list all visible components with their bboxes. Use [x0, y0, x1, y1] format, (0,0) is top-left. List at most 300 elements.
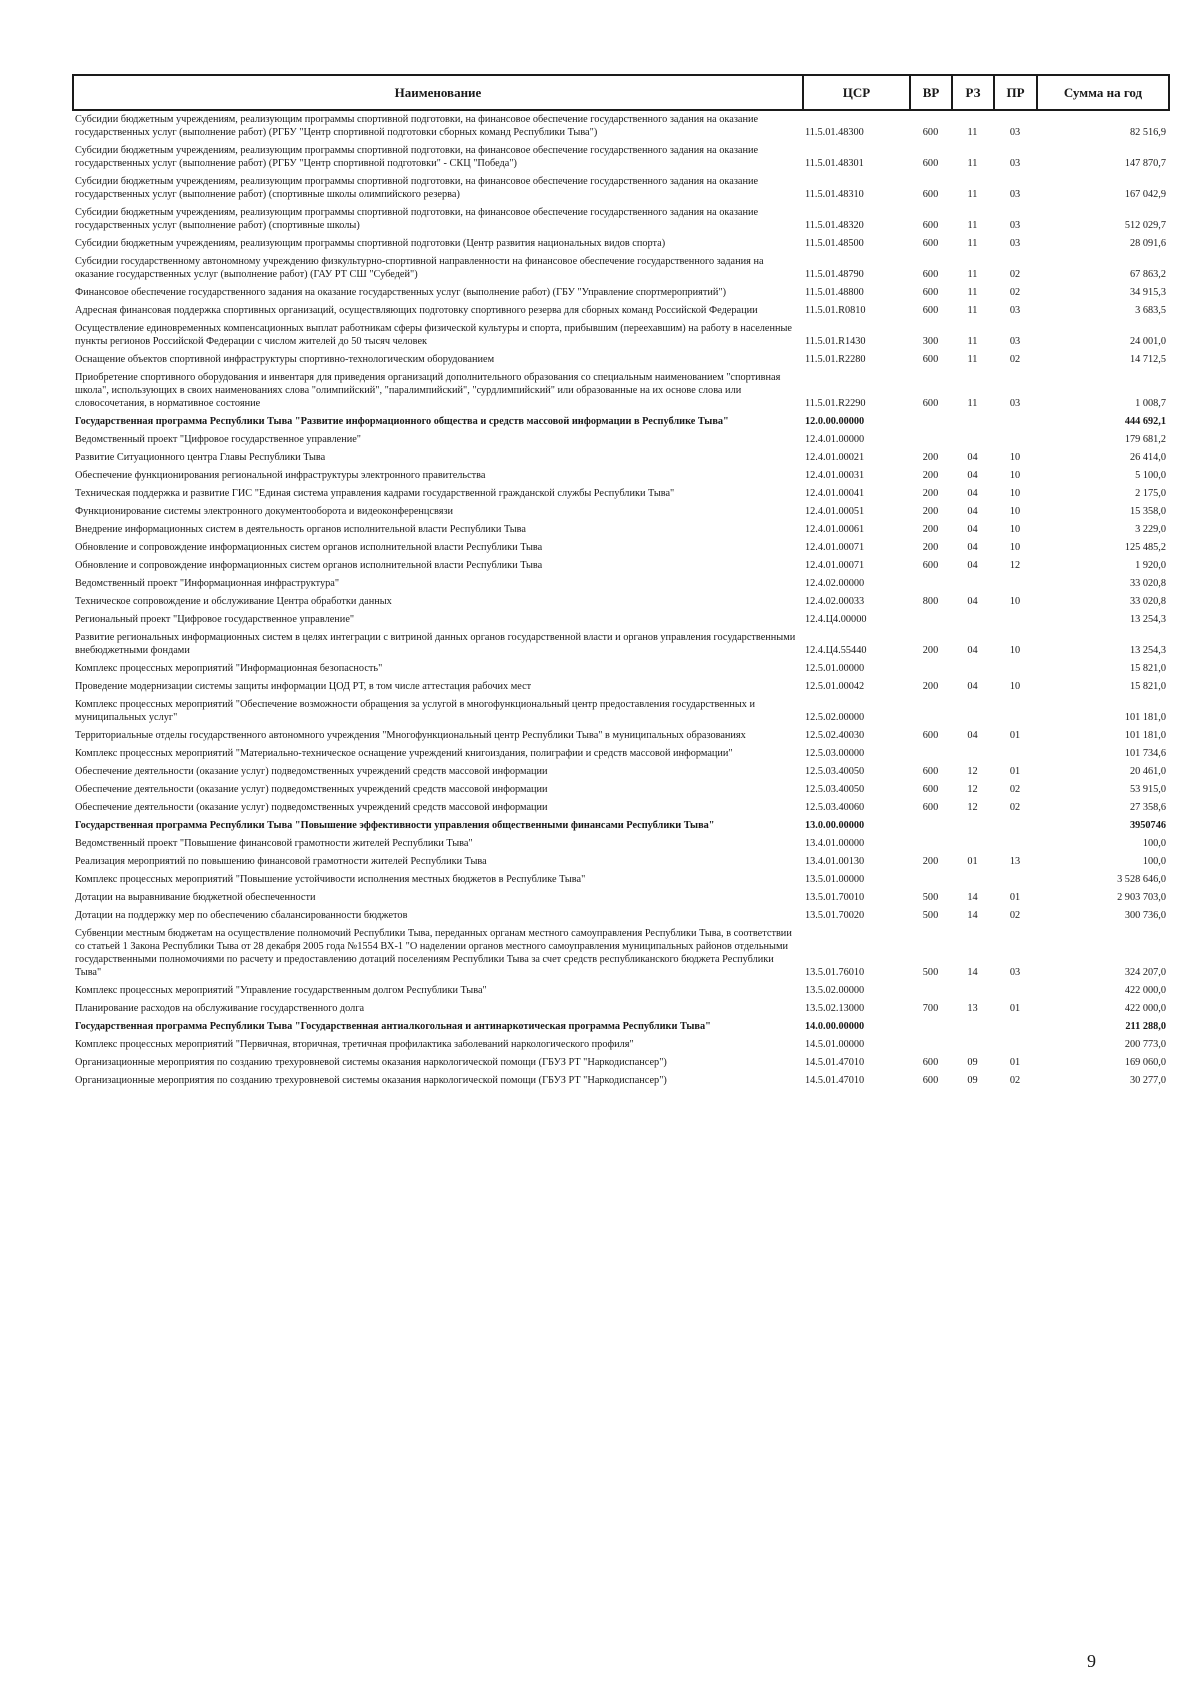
- row-csr: 12.5.02.00000: [805, 712, 865, 723]
- row-vr: 600: [922, 127, 939, 138]
- row-csr: 11.5.01.48301: [805, 158, 864, 169]
- row-name: Субсидии бюджетным учреждениям, реализующим программы спортивной подготовки, на финансовое обеспечение государственного задания на оказание государственных услуг (выполнение работ) (РГБУ "Центр спортивной подготовки" - СКЦ "Победа"): [75, 145, 759, 169]
- row-csr: 12.4.01.00051: [805, 506, 865, 517]
- row-amount: 101 181,0: [1124, 712, 1166, 723]
- table-row: [73, 302, 1169, 320]
- row-pr: [994, 871, 1037, 889]
- table-row: [73, 467, 1169, 485]
- row-rz: 04: [967, 488, 978, 499]
- row-csr: 13.5.01.76010: [805, 967, 865, 978]
- table-row: [73, 253, 1169, 284]
- row-pr: [994, 817, 1037, 835]
- row-pr: [994, 431, 1037, 449]
- row-amount: 27 358,6: [1129, 802, 1166, 813]
- header-rz: РЗ: [952, 75, 994, 110]
- row-pr: [994, 660, 1037, 678]
- table-row: [73, 678, 1169, 696]
- row-vr: 600: [922, 305, 939, 316]
- row-amount: 67 863,2: [1129, 269, 1166, 280]
- row-amount: 422 000,0: [1124, 1003, 1166, 1014]
- row-name: Субсидии бюджетным учреждениям, реализующим программы спортивной подготовки, на финансовое обеспечение государственного задания на оказание государственных услуг (выполнение работ) (РГБУ "Центр спортивной подготовки сборных команд Республики Тыва"): [75, 114, 759, 138]
- table-row: [73, 351, 1169, 369]
- row-amount: 167 042,9: [1124, 189, 1166, 200]
- row-pr: [994, 611, 1037, 629]
- row-amount: 14 712,5: [1129, 354, 1166, 365]
- row-csr: 12.5.01.00000: [805, 663, 865, 674]
- row-amount: 200 773,0: [1124, 1039, 1166, 1050]
- row-name: Субвенции местным бюджетам на осуществление полномочий Республики Тыва, переданных органам местного самоуправления Республики Тыва, в соответствии со статьей 1 Закона Республики Тыва от 28 декабря 2005 года №1554 ВХ-1 "О наделении органов местного самоуправления муниципальных районов отдельными государственными полномочиями по расчету и предоставлению дотаций поселениям Республики Тыва за счет средств республиканского бюджета Республики Тыва": [75, 928, 792, 978]
- table-row: [73, 173, 1169, 204]
- row-rz: 04: [967, 470, 978, 481]
- row-vr: 600: [922, 560, 939, 571]
- row-vr: [910, 431, 952, 449]
- row-amount: 179 681,2: [1124, 434, 1166, 445]
- table-row: [73, 763, 1169, 781]
- row-name: Государственная программа Республики Тыва "Повышение эффективности управления общественными финансами Республики Тыва": [75, 820, 715, 831]
- row-pr: 10: [1009, 488, 1021, 499]
- row-csr: 14.5.01.47010: [805, 1075, 865, 1086]
- row-rz: 13: [967, 1003, 978, 1014]
- row-rz: [952, 745, 994, 763]
- row-pr: 01: [1009, 892, 1021, 903]
- row-pr: [994, 575, 1037, 593]
- row-name: Комплекс процессных мероприятий "Повышение устойчивости исполнения местных бюджетов в Республике Тыва": [75, 874, 586, 885]
- row-csr: 12.5.03.40060: [805, 802, 865, 813]
- row-amount: 3 229,0: [1135, 524, 1166, 535]
- row-csr: 12.5.01.00042: [805, 681, 865, 692]
- row-pr: 02: [1009, 802, 1021, 813]
- row-pr: 10: [1009, 452, 1021, 463]
- row-name: Обновление и сопровождение информационных систем органов исполнительной власти Республики Тыва: [75, 542, 543, 553]
- row-pr: 03: [1009, 336, 1021, 347]
- row-vr: 600: [922, 189, 939, 200]
- row-amount: 53 915,0: [1129, 784, 1166, 795]
- row-pr: 10: [1009, 596, 1021, 607]
- row-rz: 11: [967, 398, 978, 409]
- row-name: Ведомственный проект "Повышение финансовой грамотности жителей Республики Тыва": [75, 838, 473, 849]
- row-csr: 12.4.01.00000: [805, 434, 865, 445]
- table-row: [73, 320, 1169, 351]
- row-rz: [952, 413, 994, 431]
- table-row: [73, 799, 1169, 817]
- row-name: Внедрение информационных систем в деятельность органов исполнительной власти Республики Тыва: [75, 524, 526, 535]
- table-row: [73, 1054, 1169, 1072]
- row-pr: 02: [1009, 1075, 1021, 1086]
- row-pr: 03: [1009, 127, 1021, 138]
- row-name: Приобретение спортивного оборудования и инвентаря для приведения организаций дополнительного образования со специальным наименованием "спортивная школа", использующих в своих наименованиях слова "олимпийский", "паралимпийский", "сурдлимпийский" или образованные на их основе слова или словосочетания, в нормативное состояние: [75, 372, 781, 409]
- row-vr: 200: [922, 488, 939, 499]
- table-row: [73, 521, 1169, 539]
- table-row: [73, 449, 1169, 467]
- row-vr: 600: [922, 766, 939, 777]
- row-pr: 02: [1009, 269, 1021, 280]
- table-row: [73, 413, 1169, 431]
- row-pr: 02: [1009, 784, 1021, 795]
- row-csr: 13.4.01.00130: [805, 856, 865, 867]
- table-row: [73, 835, 1169, 853]
- row-vr: 600: [922, 269, 939, 280]
- row-vr: 700: [922, 1003, 939, 1014]
- row-amount: 147 870,7: [1124, 158, 1166, 169]
- row-rz: [952, 575, 994, 593]
- row-vr: 500: [922, 910, 939, 921]
- row-name: Комплекс процессных мероприятий "Первичная, вторичная, третичная профилактика заболеваний наркологического профиля": [75, 1039, 634, 1050]
- row-vr: 600: [922, 1057, 939, 1068]
- row-amount: 2 903 703,0: [1117, 892, 1166, 903]
- table-row: [73, 696, 1169, 727]
- row-rz: 04: [967, 681, 978, 692]
- row-csr: 13.5.01.70020: [805, 910, 865, 921]
- table-row: [73, 817, 1169, 835]
- row-rz: 11: [967, 287, 978, 298]
- row-csr: 12.4.01.00071: [805, 560, 865, 571]
- table-row: [73, 431, 1169, 449]
- row-amount: 211 288,0: [1125, 1021, 1166, 1032]
- row-amount: 33 020,8: [1129, 578, 1166, 589]
- row-pr: [994, 696, 1037, 727]
- header-name: Наименование: [73, 75, 803, 110]
- row-csr: 12.4.02.00033: [805, 596, 865, 607]
- table-row: [73, 1000, 1169, 1018]
- row-name: Комплекс процессных мероприятий "Управление государственным долгом Республики Тыва": [75, 985, 487, 996]
- row-rz: 11: [967, 269, 978, 280]
- row-csr: 13.5.02.00000: [805, 985, 865, 996]
- row-rz: 14: [967, 967, 978, 978]
- row-name: Обеспечение деятельности (оказание услуг) подведомственных учреждений средств массовой информации: [75, 766, 548, 777]
- row-amount: 324 207,0: [1124, 967, 1166, 978]
- row-csr: 12.4.Ц4.00000: [805, 614, 867, 625]
- row-name: Региональный проект "Цифровое государственное управление": [75, 614, 355, 625]
- row-csr: 14.5.01.47010: [805, 1057, 865, 1068]
- row-vr: 200: [922, 452, 939, 463]
- row-vr: [910, 660, 952, 678]
- row-rz: [952, 871, 994, 889]
- table-row: [73, 1036, 1169, 1054]
- row-vr: [910, 1036, 952, 1054]
- row-name: Планирование расходов на обслуживание государственного долга: [75, 1003, 365, 1014]
- row-pr: 12: [1009, 560, 1021, 571]
- table-row: [73, 871, 1169, 889]
- row-pr: 10: [1009, 524, 1021, 535]
- row-pr: 10: [1009, 681, 1021, 692]
- row-csr: 11.5.01.48310: [805, 189, 864, 200]
- row-rz: 09: [967, 1057, 978, 1068]
- header-row: [73, 75, 1169, 110]
- row-pr: 10: [1009, 542, 1021, 553]
- row-vr: 200: [922, 524, 939, 535]
- row-rz: 01: [967, 856, 978, 867]
- row-pr: 10: [1009, 506, 1021, 517]
- row-amount: 3 528 646,0: [1117, 874, 1166, 885]
- row-amount: 13 254,3: [1129, 614, 1166, 625]
- row-rz: 04: [967, 452, 978, 463]
- row-vr: [910, 835, 952, 853]
- table-row: [73, 204, 1169, 235]
- table-row: [73, 660, 1169, 678]
- row-csr: 11.5.01.48320: [805, 220, 864, 231]
- row-amount: 2 175,0: [1135, 488, 1166, 499]
- row-vr: 200: [922, 681, 939, 692]
- row-name: Ведомственный проект "Информационная инфраструктура": [75, 578, 340, 589]
- row-amount: 15 821,0: [1129, 663, 1166, 674]
- row-amount: 422 000,0: [1124, 985, 1166, 996]
- row-name: Государственная программа Республики Тыва "Государственная антиалкогольная и антинаркотическая программа Республики Тыва": [75, 1021, 711, 1032]
- row-rz: 11: [967, 305, 978, 316]
- row-rz: [952, 817, 994, 835]
- row-name: Техническая поддержка и развитие ГИС "Единая система управления кадрами государственной гражданской службы Республики Тыва": [75, 488, 675, 499]
- table-row: [73, 745, 1169, 763]
- row-rz: 04: [967, 542, 978, 553]
- row-amount: 24 001,0: [1129, 336, 1166, 347]
- row-vr: 600: [922, 784, 939, 795]
- row-amount: 15 358,0: [1129, 506, 1166, 517]
- row-vr: [910, 1018, 952, 1036]
- row-pr: 01: [1009, 1057, 1021, 1068]
- row-rz: 12: [967, 766, 978, 777]
- row-pr: 02: [1009, 287, 1021, 298]
- row-name: Обновление и сопровождение информационных систем органов исполнительной власти Республики Тыва: [75, 560, 543, 571]
- row-pr: 10: [1009, 470, 1021, 481]
- row-vr: 200: [922, 506, 939, 517]
- row-vr: 600: [922, 398, 939, 409]
- row-name: Техническое сопровождение и обслуживание Центра обработки данных: [75, 596, 392, 607]
- row-pr: 03: [1009, 158, 1021, 169]
- table-body: [73, 110, 1169, 1090]
- row-csr: 11.5.01.48790: [805, 269, 864, 280]
- row-rz: 14: [967, 910, 978, 921]
- row-rz: 11: [967, 220, 978, 231]
- row-csr: 11.5.01.R1430: [805, 336, 866, 347]
- row-rz: 04: [967, 596, 978, 607]
- row-csr: 12.4.02.00000: [805, 578, 865, 589]
- row-rz: 14: [967, 892, 978, 903]
- row-vr: 600: [922, 802, 939, 813]
- row-vr: 200: [922, 645, 939, 656]
- header-pr: ПР: [994, 75, 1037, 110]
- row-amount: 33 020,8: [1129, 596, 1166, 607]
- row-name: Государственная программа Республики Тыва "Развитие информационного общества и средств массовой информации в Республике Тыва": [75, 416, 729, 427]
- row-pr: 02: [1009, 354, 1021, 365]
- row-name: Комплекс процессных мероприятий "Материально-техническое оснащение учреждений книгоиздания, полиграфии и средств массовой информации": [75, 748, 733, 759]
- table-row: [73, 284, 1169, 302]
- row-csr: 14.5.01.00000: [805, 1039, 865, 1050]
- row-amount: 13 254,3: [1129, 645, 1166, 656]
- row-pr: [994, 982, 1037, 1000]
- row-csr: 12.5.03.40050: [805, 766, 865, 777]
- table-row: [73, 593, 1169, 611]
- row-vr: 600: [922, 730, 939, 741]
- table-row: [73, 575, 1169, 593]
- row-vr: 600: [922, 287, 939, 298]
- row-name: Дотации на поддержку мер по обеспечению сбалансированности бюджетов: [75, 910, 408, 921]
- row-vr: 600: [922, 158, 939, 169]
- row-pr: [994, 413, 1037, 431]
- row-vr: [910, 982, 952, 1000]
- row-csr: 13.5.01.00000: [805, 874, 865, 885]
- row-rz: 04: [967, 524, 978, 535]
- row-amount: 3950746: [1129, 820, 1166, 831]
- row-amount: 100,0: [1142, 838, 1166, 849]
- table-row: [73, 727, 1169, 745]
- row-rz: [952, 696, 994, 727]
- row-amount: 20 461,0: [1129, 766, 1166, 777]
- row-pr: 03: [1009, 967, 1021, 978]
- row-rz: 04: [967, 730, 978, 741]
- row-vr: [910, 745, 952, 763]
- row-rz: 11: [967, 127, 978, 138]
- row-csr: 11.5.01.R0810: [805, 305, 866, 316]
- row-vr: 600: [922, 238, 939, 249]
- table-row: [73, 1072, 1169, 1090]
- row-vr: 600: [922, 1075, 939, 1086]
- row-vr: 600: [922, 220, 939, 231]
- row-csr: 11.5.01.R2280: [805, 354, 866, 365]
- row-vr: 200: [922, 470, 939, 481]
- row-name: Комплекс процессных мероприятий "Обеспечение возможности обращения за услугой в многофункциональный центр предоставления государственных и муниципальных услуг": [75, 699, 756, 723]
- row-name: Адресная финансовая поддержка спортивных организаций, осуществляющих подготовку спортивного резерва для сборных команд Российской Федерации: [75, 305, 758, 316]
- table-row: [73, 485, 1169, 503]
- budget-table: [72, 74, 1170, 1090]
- row-vr: 200: [922, 856, 939, 867]
- row-rz: [952, 835, 994, 853]
- row-name: Обеспечение деятельности (оказание услуг) подведомственных учреждений средств массовой информации: [75, 802, 548, 813]
- row-vr: 500: [922, 967, 939, 978]
- row-rz: [952, 611, 994, 629]
- row-csr: 13.5.01.70010: [805, 892, 865, 903]
- row-rz: 12: [967, 802, 978, 813]
- row-name: Обеспечение деятельности (оказание услуг) подведомственных учреждений средств массовой информации: [75, 784, 548, 795]
- row-name: Субсидии государственному автономному учреждению физкультурно-спортивной направленности на финансовое обеспечение государственного задания на оказание государственных услуг (выполнение работ) (ГАУ РТ СШ "Субедей"): [75, 256, 764, 280]
- row-rz: 11: [967, 354, 978, 365]
- row-pr: 03: [1009, 220, 1021, 231]
- row-rz: 04: [967, 506, 978, 517]
- row-vr: 200: [922, 542, 939, 553]
- table-row: [73, 889, 1169, 907]
- table-row: [73, 539, 1169, 557]
- row-name: Оснащение объектов спортивной инфраструктуры спортивно-технологическим оборудованием: [75, 354, 495, 365]
- row-name: Дотации на выравнивание бюджетной обеспеченности: [75, 892, 316, 903]
- header-csr: ЦСР: [803, 75, 910, 110]
- row-amount: 1 920,0: [1135, 560, 1166, 571]
- row-rz: 11: [967, 238, 978, 249]
- row-amount: 3 683,5: [1135, 305, 1166, 316]
- row-vr: 600: [922, 354, 939, 365]
- row-amount: 101 181,0: [1124, 730, 1166, 741]
- row-rz: [952, 1018, 994, 1036]
- row-amount: 101 734,6: [1124, 748, 1166, 759]
- row-name: Проведение модернизации системы защиты информации ЦОД РТ, в том числе аттестация рабочих мест: [75, 681, 532, 692]
- row-rz: 11: [967, 336, 978, 347]
- row-pr: 10: [1009, 645, 1021, 656]
- row-pr: 03: [1009, 398, 1021, 409]
- budget-sheet: [72, 74, 1168, 1090]
- row-pr: [994, 835, 1037, 853]
- row-csr: 13.4.01.00000: [805, 838, 865, 849]
- row-pr: 01: [1009, 730, 1021, 741]
- row-csr: 11.5.01.48500: [805, 238, 864, 249]
- table-row: [73, 925, 1169, 982]
- row-rz: 09: [967, 1075, 978, 1086]
- page-number: 9: [1087, 1651, 1096, 1671]
- row-rz: 04: [967, 645, 978, 656]
- row-csr: 11.5.01.R2290: [805, 398, 866, 409]
- row-amount: 82 516,9: [1129, 127, 1166, 138]
- row-rz: [952, 431, 994, 449]
- row-vr: 500: [922, 892, 939, 903]
- row-rz: 11: [967, 158, 978, 169]
- row-name: Субсидии бюджетным учреждениям, реализующим программы спортивной подготовки, на финансовое обеспечение государственного задания на оказание государственных услуг (выполнение работ) (спортивные школы олимпийского резерва): [75, 176, 759, 200]
- row-vr: 300: [922, 336, 939, 347]
- header-amount: Сумма на год: [1037, 75, 1169, 110]
- row-csr: 14.0.00.00000: [805, 1021, 865, 1032]
- row-name: Развитие региональных информационных систем в целях интеграции с витриной данных органов государственной власти и органов управления государственными внебюджетными фондами: [75, 632, 796, 656]
- table-row: [73, 142, 1169, 173]
- table-row: [73, 369, 1169, 413]
- row-csr: 13.0.00.00000: [805, 820, 865, 831]
- row-csr: 12.4.01.00071: [805, 542, 865, 553]
- row-name: Организационные мероприятия по созданию трехуровневой системы оказания наркологической помощи (ГБУЗ РТ "Наркодиспансер"): [75, 1075, 667, 1086]
- row-name: Развитие Ситуационного центра Главы Республики Тыва: [75, 452, 326, 463]
- row-name: Осуществление единовременных компенсационных выплат работникам сферы физической культуры и спорта, прибывшим (переехавшим) на работу в населенные пункты регионов Российской Федерации с числом жителей до 50 тысяч человек: [75, 323, 792, 347]
- row-name: Финансовое обеспечение государственного задания на оказание государственных услуг (выполнение работ) (ГБУ "Управление спортмероприятий"): [75, 287, 727, 298]
- row-pr: [994, 745, 1037, 763]
- row-pr: 01: [1009, 1003, 1021, 1014]
- row-amount: 28 091,6: [1129, 238, 1166, 249]
- row-name: Реализация мероприятий по повышению финансовой грамотности жителей Республики Тыва: [75, 856, 487, 867]
- row-csr: 12.4.Ц4.55440: [805, 645, 867, 656]
- table-row: [73, 503, 1169, 521]
- row-pr: [994, 1018, 1037, 1036]
- row-csr: 12.0.00.00000: [805, 416, 865, 427]
- row-amount: 30 277,0: [1129, 1075, 1166, 1086]
- row-rz: 11: [967, 189, 978, 200]
- row-amount: 1 008,7: [1135, 398, 1166, 409]
- row-rz: [952, 660, 994, 678]
- row-csr: 12.5.03.00000: [805, 748, 865, 759]
- table-row: [73, 853, 1169, 871]
- row-rz: [952, 982, 994, 1000]
- row-name: Организационные мероприятия по созданию трехуровневой системы оказания наркологической помощи (ГБУЗ РТ "Наркодиспансер"): [75, 1057, 667, 1068]
- row-name: Обеспечение функционирования региональной инфраструктуры электронного правительства: [75, 470, 486, 481]
- row-name: Ведомственный проект "Цифровое государственное управление": [75, 434, 361, 445]
- row-pr: 02: [1009, 910, 1021, 921]
- row-vr: [910, 817, 952, 835]
- row-csr: 12.4.01.00021: [805, 452, 865, 463]
- row-vr: [910, 611, 952, 629]
- row-name: Субсидии бюджетным учреждениям, реализующим программы спортивной подготовки, на финансовое обеспечение государственного задания на оказание государственных услуг (выполнение работ) (спортивные школы): [75, 207, 759, 231]
- row-csr: 12.5.03.40050: [805, 784, 865, 795]
- table-row: [73, 557, 1169, 575]
- row-amount: 26 414,0: [1129, 452, 1166, 463]
- row-amount: 512 029,7: [1124, 220, 1166, 231]
- row-csr: 12.4.01.00041: [805, 488, 865, 499]
- row-csr: 12.4.01.00031: [805, 470, 865, 481]
- row-csr: 11.5.01.48300: [805, 127, 864, 138]
- row-amount: 300 736,0: [1124, 910, 1166, 921]
- row-vr: [910, 575, 952, 593]
- table-row: [73, 629, 1169, 660]
- header-vr: ВР: [910, 75, 952, 110]
- table-row: [73, 235, 1169, 253]
- row-csr: 13.5.02.13000: [805, 1003, 865, 1014]
- row-pr: 03: [1009, 238, 1021, 249]
- table-row: [73, 982, 1169, 1000]
- row-amount: 169 060,0: [1124, 1057, 1166, 1068]
- row-name: Функционирование системы электронного документооборота и видеоконференцсвязи: [75, 506, 454, 517]
- row-pr: [994, 1036, 1037, 1054]
- row-rz: 12: [967, 784, 978, 795]
- row-amount: 15 821,0: [1129, 681, 1166, 692]
